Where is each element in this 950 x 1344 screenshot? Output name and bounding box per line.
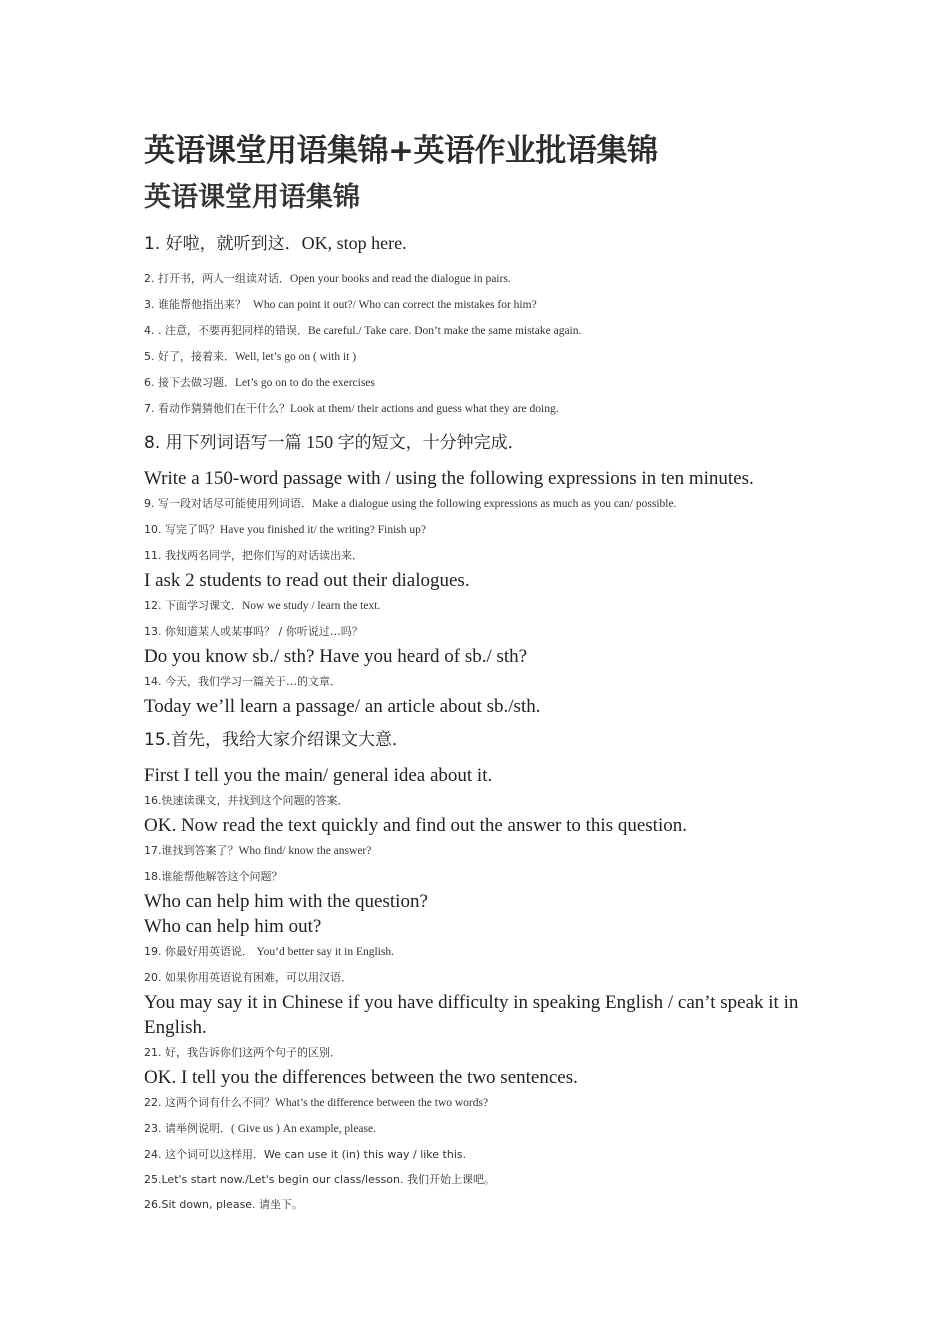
phrase-cn: 6. 接下去做习题． [144,376,235,389]
phrase-en: Look at them/ their actions and guess what they are doing. [290,403,559,415]
phrase-item-3 [144,292,824,318]
phrase-cn: 17.谁找到答案了？ [144,844,239,857]
phrase-item-12 [144,593,824,619]
phrase-item-7 [144,396,824,422]
phrase-item-16: 16.快速读课文，并找到这个问题的答案． [144,794,349,807]
phrase-en: Open your books and read the dialogue in pairs. [290,273,511,285]
phrase-item-16-en: OK. Now read the text quickly and find out the answer to this question. [144,815,687,836]
phrase-item-18-en-2: Who can help him out? [144,916,322,937]
document-page [144,128,824,1217]
phrase-item-21-en: OK. I tell you the differences between the two sentences. [144,1067,578,1088]
phrase-cn: 10. 写完了吗？ [144,523,220,536]
phrase-item-22 [144,1090,824,1116]
phrase-cn: 3. 谁能帮他指出来？ [144,298,246,311]
phrase-item-8 [144,429,824,456]
phrase-item-4 [144,318,824,344]
phrase-item-1 [144,230,824,257]
phrase-item-25: 25.Let's start now./Let's begin our class/lesson. 我们开始上课吧。 [144,1173,496,1186]
phrase-item-11-en: I ask 2 students to read out their dialogues. [144,570,470,591]
phrase-en: ( Give us ) An example, please. [231,1123,376,1135]
phrase-en: Be careful./ Take care. Don’t make the same mistake again. [307,325,582,337]
phrase-item-15 [144,726,824,753]
phrase-item-20-en: You may say it in Chinese if you have difficulty in speaking English / can’t speak it in English. [144,992,799,1038]
phrase-cn: 19. 你最好用英语说． [144,945,253,958]
phrase-item-14: 14. 今天，我们学习一篇关于…的文章． [144,675,341,688]
phrase-cn-rest: 字的短文，十分钟完成． [337,433,525,453]
phrase-en: Have you finished it/ the writing? Finish up? [220,524,427,536]
phrase-item-18: 18.谁能帮他解答这个问题？ [144,870,283,883]
phrase-cn: 1. 好啦，就听到这． [144,234,302,254]
phrase-item-14-en: Today we’ll learn a passage/ an article about sb./sth. [144,696,541,717]
phrase-item-5 [144,344,824,370]
phrase-cn: 15.首先，我给大家介绍课文大意． [144,730,410,750]
phrase-cn: 23. 请举例说明． [144,1122,231,1135]
phrase-en: Let’s go on to do the exercises [235,377,375,389]
phrase-en: Well, let’s go on ( with it ) [235,351,357,363]
phrase-item-10 [144,517,824,543]
phrase-item-17 [144,838,824,864]
phrase-cn: 2. 打开书，两人一组读对话． [144,272,290,285]
phrase-item-19 [144,939,824,965]
phrase-item-9 [144,491,824,517]
phrase-cn: 9. 写一段对话尽可能使用列词语． [144,497,312,510]
phrase-item-20: 20. 如果你用英语说有困难，可以用汉语． [144,971,352,984]
phrase-item-2 [144,266,824,292]
phrase-item-6 [144,370,824,396]
phrase-item-21: 21. 好，我告诉你们这两个句子的区别． [144,1046,341,1059]
section-subtitle: 英语课堂用语集锦 [144,182,360,213]
phrase-cn: 8. 用下列词语写一篇 [144,433,302,453]
phrase-cn: 7. 看动作猜猜他们在干什么？ [144,402,290,415]
phrase-item-13: 13. 你知道某人或某事吗？ / 你听说过…吗？ [144,625,363,638]
phrase-item-23 [144,1116,824,1142]
phrase-item-15-en: First I tell you the main/ general idea about it. [144,765,493,786]
phrase-cn: 4. . 注意，不要再犯同样的错误． [144,324,308,337]
document-title: 英语课堂用语集锦+英语作业批语集锦 [144,133,658,169]
phrase-cn: 12. 下面学习课文． [144,599,242,612]
phrase-cn: 5. 好了，接着来． [144,350,235,363]
phrase-en: You’d better say it in English. [256,946,394,958]
phrase-en: OK, stop here. [301,233,407,253]
phrase-cn: 22. 这两个词有什么不同？ [144,1096,275,1109]
phrase-item-24: 24. 这个词可以这样用．We can use it (in) this way / like this. [144,1148,467,1161]
phrase-item-13-en: Do you know sb./ sth? Have you heard of sb./ sth? [144,646,528,667]
phrase-en: Now we study / learn the text. [242,600,381,612]
phrase-item-8-en: Write a 150-word passage with / using the following expressions in ten minutes. [144,468,754,489]
phrase-item-18-en-1: Who can help him with the question? [144,891,428,912]
phrase-number: 150 [306,432,334,452]
phrase-item-26: 26.Sit down, please. 请坐下。 [144,1198,304,1211]
phrase-en: Who can point it out?/ Who can correct the mistakes for him? [253,299,537,311]
phrase-item-11: 11. 我找两名同学，把你们写的对话读出来． [144,549,363,562]
phrase-en: Who find/ know the answer? [238,845,372,857]
phrase-en: Make a dialogue using the following expressions as much as you can/ possible. [312,498,677,510]
phrase-en: What’s the difference between the two words? [275,1097,489,1109]
